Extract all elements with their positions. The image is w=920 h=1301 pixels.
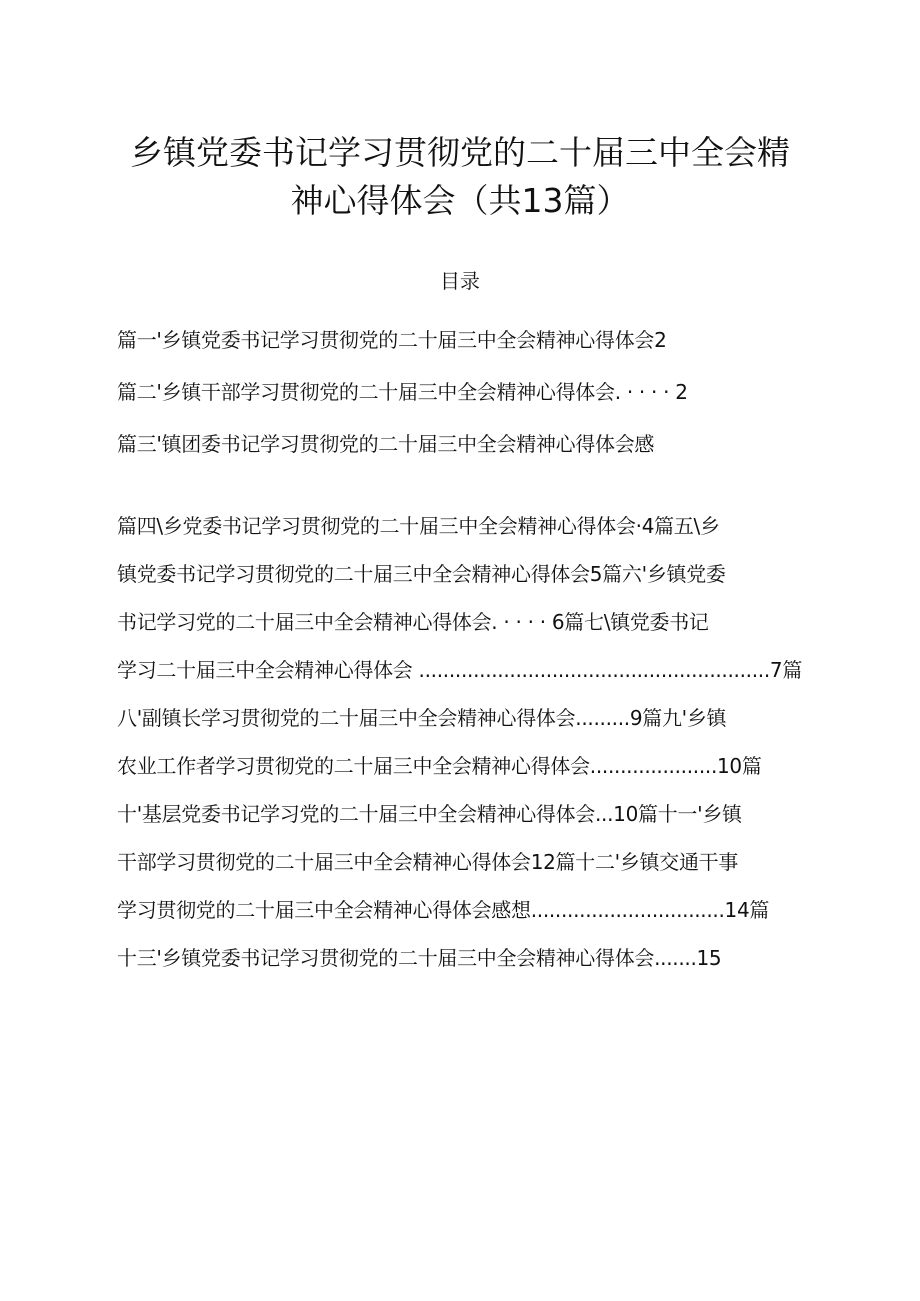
toc-line: 八'副镇长学习贯彻党的二十届三中全会精神心得体会.........9篇九'乡镇 <box>117 706 727 730</box>
toc-line: 十'基层党委书记学习党的二十届三中全会精神心得体会...10篇十一'乡镇 <box>117 802 742 826</box>
toc-line: 干部学习贯彻党的二十届三中全会精神心得体会12篇十二'乡镇交通干事 <box>117 850 739 874</box>
document-title-line-1: 乡镇党委书记学习贯彻党的二十届三中全会精 <box>130 133 790 172</box>
document-title-line-2: 神心得体会（共13篇） <box>290 181 630 220</box>
toc-heading: 目录 <box>440 269 480 293</box>
toc-line: 学习贯彻党的二十届三中全会精神心得体会感想................................14篇 <box>117 898 770 922</box>
toc-line: 镇党委书记学习贯彻党的二十届三中全会精神心得体会5篇六'乡镇党委 <box>117 562 726 586</box>
toc-line: 篇一'乡镇党委书记学习贯彻党的二十届三中全会精神心得体会2 <box>117 328 667 352</box>
toc-line: 农业工作者学习贯彻党的二十届三中全会精神心得体会.....................10篇 <box>117 754 762 778</box>
toc-line: 十三'乡镇党委书记学习贯彻党的二十届三中全会精神心得体会.......15 <box>117 946 722 970</box>
toc-line: 篇四\乡党委书记学习贯彻党的二十届三中全会精神心得体会·4篇五\乡 <box>117 514 720 538</box>
toc-line: 书记学习党的二十届三中全会精神心得体会. · · · · 6篇七\镇党委书记 <box>117 610 709 634</box>
toc-line: 学习二十届三中全会精神心得体会 ..........................................................7篇 <box>117 658 803 682</box>
toc-line: 篇三'镇团委书记学习贯彻党的二十届三中全会精神心得体会感 <box>117 432 655 456</box>
toc-line: 篇二'乡镇干部学习贯彻党的二十届三中全会精神心得体会. · · · · 2 <box>117 380 688 404</box>
